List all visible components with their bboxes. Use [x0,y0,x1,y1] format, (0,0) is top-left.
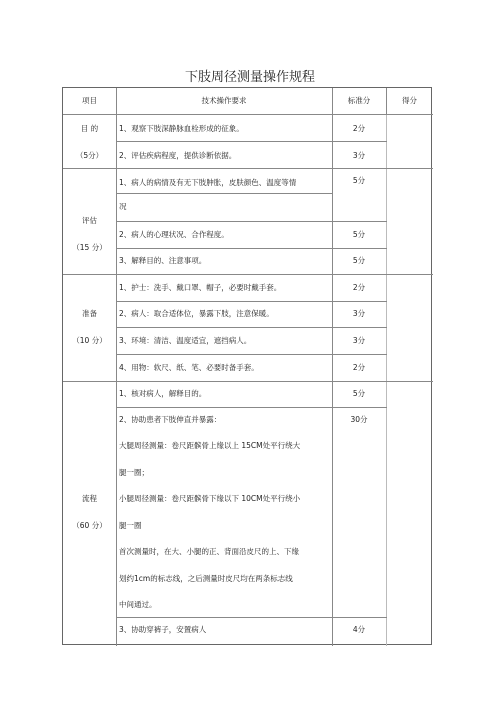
row-divider [116,193,333,194]
row-divider [116,221,387,222]
score-value: 5分 [352,176,366,185]
document-title: 下肢周径测量操作规程 [184,70,315,85]
requirement-text: 2、评估疾病程度，提供诊断依据。 [119,151,237,160]
section-name: 流程 [82,494,97,503]
requirement-text: 2、协助患者下肢伸直并暴露： [119,415,222,424]
row-divider [116,141,387,142]
score-value: 3分 [352,309,366,318]
col-divider [386,114,387,646]
row-divider [63,274,433,275]
section-name: 目 的 [80,124,99,133]
row-divider [116,248,387,249]
row-divider [116,354,387,355]
header-score: 标准分 [347,96,371,105]
row-divider [116,301,387,302]
header-requirement: 技术操作要求 [201,96,247,105]
score-value: 4分 [352,625,366,634]
score-value: 2分 [352,363,366,372]
header-item: 项目 [82,96,97,105]
section-points: （10 分） [72,336,107,345]
requirement-text: 3、环境：清洁、温度适宜，遮挡病人。 [119,336,252,345]
requirement-text-cont: 况 [119,202,127,211]
requirement-text: 2、病人：取合适体位，暴露下肢，注意保暖。 [119,309,274,318]
section-name: 评估 [82,216,97,225]
requirement-text: 3、解释目的、注意事项。 [119,256,207,265]
score-value: 5分 [352,389,366,398]
col-divider [116,88,117,646]
score-value: 30分 [350,415,368,424]
score-value: 2分 [352,283,366,292]
section-points: （60 分） [72,521,107,530]
score-value: 3分 [352,336,366,345]
requirement-text: 4、用物：软尺、纸、笔、必要时备手套。 [119,363,259,372]
requirement-text: 大腿周径测量：卷尺距髌骨上缘以上 15CM处平行绕大 [119,441,301,450]
row-divider [63,168,433,169]
section-points: （5分） [75,151,104,160]
requirement-text: 腿一圈 [119,521,142,530]
requirement-text: 腿一圈； [119,468,149,477]
requirement-text: 1、核对病人，解释目的。 [119,389,207,398]
score-value: 5分 [352,230,366,239]
requirement-text: 1、病人的病情及有无下肢肿胀，皮肤颜色、温度等情 [119,178,297,187]
score-value: 2分 [352,124,366,133]
score-value: 5分 [352,256,366,265]
row-divider [116,327,387,328]
requirement-text: 1、护士：洗手、戴口罩、帽子，必要时戴手套。 [119,283,282,292]
requirement-text: 首次测量时，在大、小腿的正、背面沿皮尺的上、下缘 [119,547,299,556]
requirement-text: 2、病人的心理状况、合作程度。 [119,230,229,239]
header-deduct: 得分 [402,96,417,105]
section-name: 准备 [82,309,97,318]
requirement-text: 3、协助穿裤子，安置病人 [119,625,207,634]
requirement-text: 中间通过。 [119,600,157,609]
row-divider [63,381,433,382]
score-value: 3分 [352,151,366,160]
procedure-table [62,87,432,645]
row-divider [116,617,387,618]
row-divider [116,407,387,408]
requirement-text: 小腿周径测量：卷尺距髌骨下缘以下 10CM处平行绕小 [119,494,301,503]
requirement-text: 划约1cm的标志线，之后测量时皮尺均在两条标志线 [119,574,293,583]
row-divider [63,114,433,115]
section-points: （15 分） [72,243,107,252]
requirement-text: 1、观察下肢深静脉血栓形成的征象。 [119,124,244,133]
